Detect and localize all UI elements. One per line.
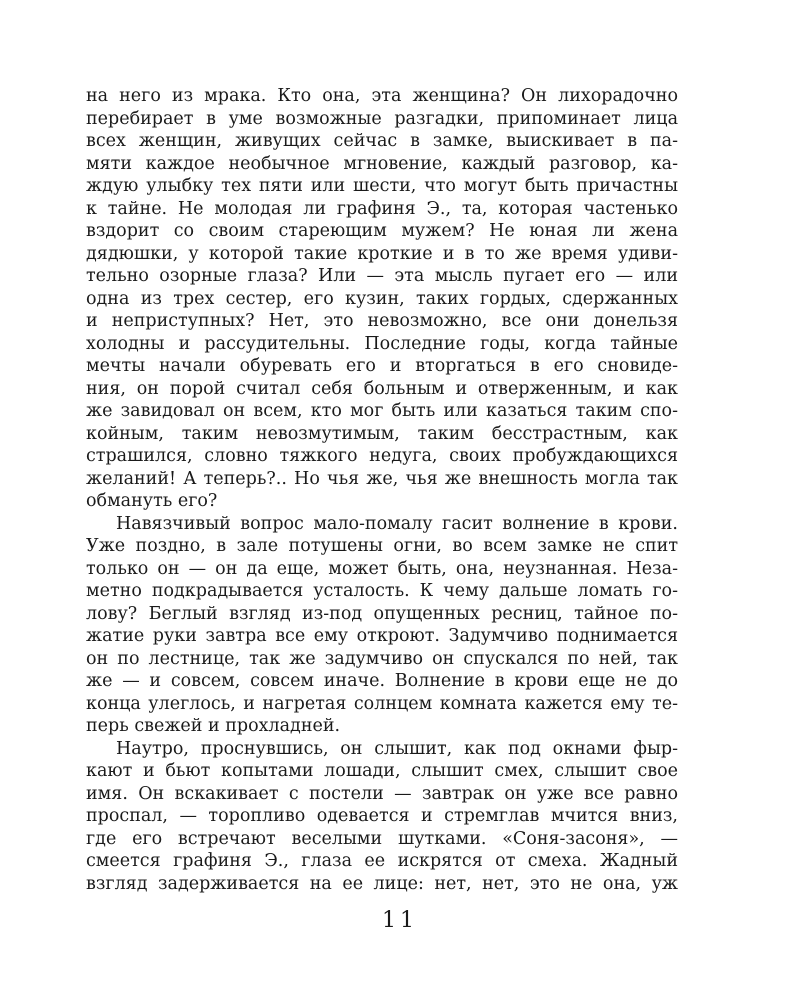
text-line: обмануть его? [86, 491, 218, 511]
text-line: же завидовал он всем, кто мог быть или казаться таким спо- [86, 401, 678, 421]
text-line: ждую улыбку тех пяти или шести, что могут быть причастны [86, 176, 678, 196]
body-text [86, 85, 678, 895]
text-line: метно подкрадывается усталость. К чему дальше ломать го- [86, 581, 678, 601]
text-line: всех женщин, живущих сейчас в замке, выискивает в па- [86, 131, 678, 151]
text-line: он по лестнице, так же задумчиво он спускался по ней, так [86, 648, 678, 669]
page-number: 11 [382, 908, 418, 933]
text-line: страшился, словно тяжкого недуга, своих пробуждающихся [86, 446, 678, 466]
text-line: Навязчивый вопрос мало-помалу гасит волнение в крови. [116, 513, 678, 534]
text-line: кают и бьют копытами лошади, слышит смех, слышит свое [86, 761, 678, 781]
text-line: вздорит со своим стареющим мужем? Не юная ли жена [86, 221, 678, 241]
text-line: тельно озорные глаза? Или — эта мысль пугает его — или [86, 266, 678, 286]
text-line: перь свежей и прохладней. [86, 716, 341, 736]
text-line: ния, он порой считал себя больным и отверженным, и как [86, 378, 678, 399]
text-line: мечты начали обуревать его и вторгаться в его сновиде- [86, 356, 678, 376]
text-line: Наутро, проснувшись, он слышит, как под окнами фыр- [116, 738, 678, 759]
text-line: взгляд задерживается на ее лице: нет, нет, это не она, уж [86, 873, 678, 894]
text-line: и неприступных? Нет, это невозможно, все они донельзя [86, 311, 678, 331]
text-line: конца улеглось, и нагретая солнцем комната кажется ему те- [86, 693, 678, 714]
text-line: же — и совсем, совсем иначе. Волнение в крови еще не до [86, 671, 678, 691]
text-line: холодны и рассудительны. Последние годы, когда тайные [86, 333, 678, 354]
text-line: перебирает в уме возможные разгадки, припоминает лица [86, 108, 678, 129]
text-line: на него из мрака. Кто она, эта женщина? Он лихорадочно [86, 86, 678, 106]
text-line: к тайне. Не молодая ли графиня Э., та, которая частенько [86, 198, 678, 219]
text-line: смеется графиня Э., глаза ее искрятся от смеха. Жадный [86, 851, 678, 871]
text-line: имя. Он вскакивает с постели — завтрак он уже все равно [86, 783, 678, 804]
text-line: лову? Беглый взгляд из-под опущенных ресниц, тайное по- [86, 603, 678, 624]
text-line: койным, таким невозмутимым, таким бесстрастным, как [86, 423, 678, 444]
text-line: проспал, — торопливо одевается и стремглав мчится вниз, [86, 806, 678, 826]
text-line: мяти каждое необычное мгновение, каждый разговор, ка- [86, 153, 678, 174]
text-line: только он — он да еще, может быть, она, неузнанная. Неза- [86, 558, 678, 579]
text-line: где его встречают веселыми шутками. «Соня-засоня», — [86, 828, 678, 849]
text-line: жатие руки завтра все ему откроют. Задумчиво поднимается [86, 626, 678, 646]
text-line: одна из трех сестер, его кузин, таких гордых, сдержанных [86, 288, 678, 309]
text-line: Уже поздно, в зале потушены огни, во всем замке не спит [86, 536, 678, 556]
text-line: дядюшки, у которой такие кроткие и в то же время удиви- [86, 243, 678, 264]
text-line: желаний! А теперь?.. Но чья же, чья же внешность могла так [86, 468, 678, 489]
